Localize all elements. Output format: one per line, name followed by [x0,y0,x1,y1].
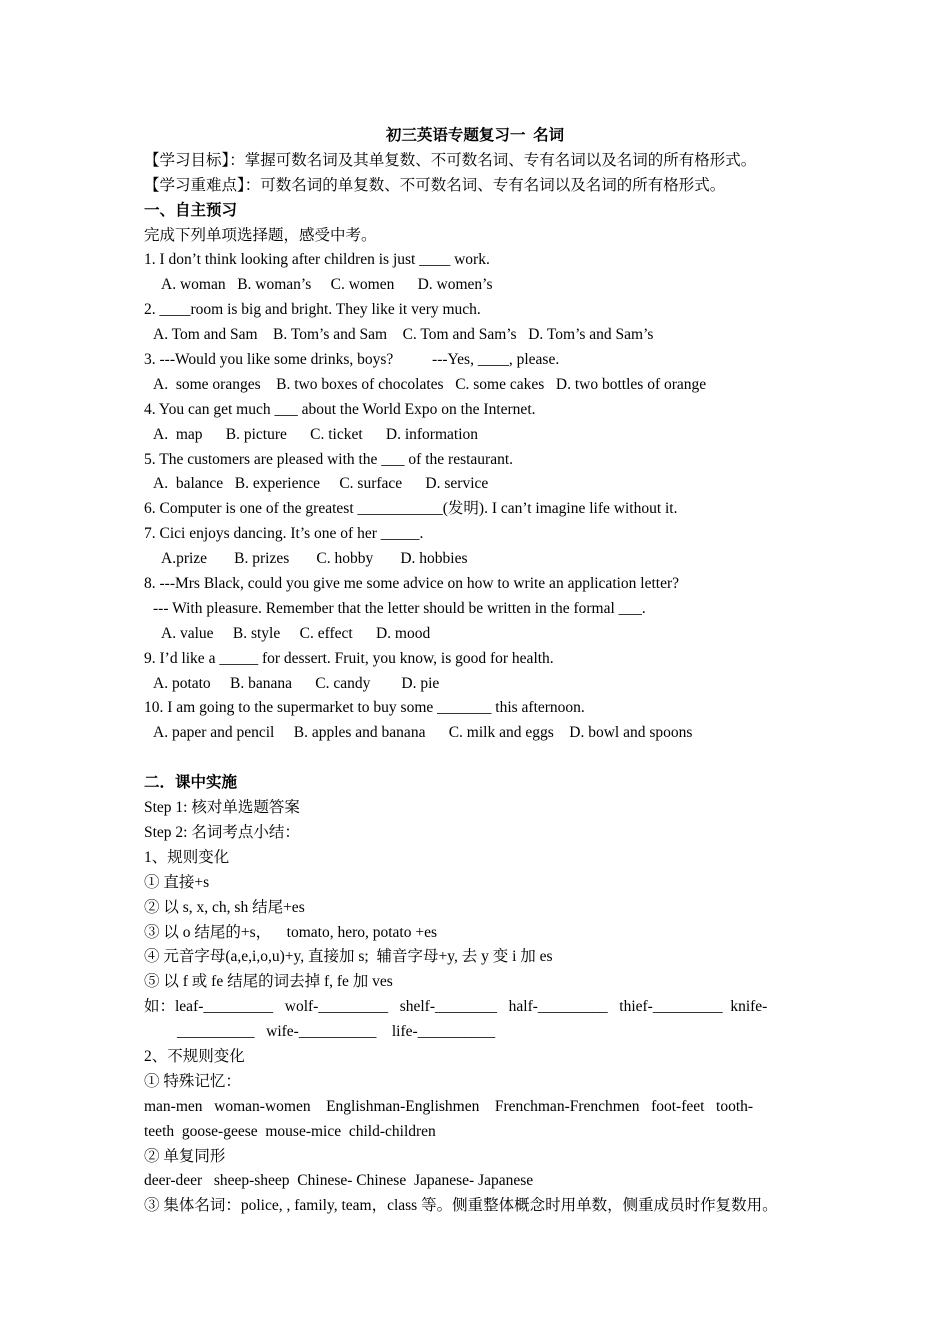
step-1: Step 1: 核对单选题答案 [144,799,300,817]
section1-instruction: 完成下列单项选择题，感受中考。 [144,226,377,244]
special-memory-line-1: man-men woman-women Englishman-Englishmen Frenchman-Frenchmen foot-feet tooth- [144,1097,754,1115]
regular-rule-4: ④ 元音字母(a,e,i,o,u)+y, 直接加 s; 辅音字母+y, 去 y 变 i 加 es [144,948,553,966]
special-memory-heading: ① 特殊记忆： [144,1072,241,1090]
regular-rule-5: ⑤ 以 f 或 fe 结尾的词去掉 f, fe 加 ves [144,973,393,991]
regular-rule-1: ① 直接+s [144,873,210,891]
question-7: 7. Cici enjoys dancing. It’s one of her _____. [144,525,424,543]
collective-nouns: ③ 集体名词：police, , family, team，class 等。侧重整体概念时用单数，侧重成员时作复数用。 [144,1197,778,1215]
examples-line-2: __________ wife-__________ life-__________ [177,1023,496,1041]
special-memory-line-2: teeth goose-geese mouse-mice child-children [144,1122,436,1140]
question-2-options: A. Tom and Sam B. Tom’s and Sam C. Tom and Sam’s D. Tom’s and Sam’s [153,326,654,344]
question-3: 3. ---Would you like some drinks, boys? ---Yes, ____, please. [144,351,560,369]
section1-heading: 一、自主预习 [144,201,238,219]
question-6: 6. Computer is one of the greatest ___________(发明). I can’t imagine life without it. [144,500,678,518]
question-8-options: A. value B. style C. effect D. mood [161,624,431,642]
question-5-options: A. balance B. experience C. surface D. service [153,475,489,493]
key-points: 【学习重难点】：可数名词的单复数、不可数名词、专有名词以及名词的所有格形式。 [144,176,726,194]
question-8: 8. ---Mrs Black, could you give me some advice on how to write an application letter? [144,575,680,593]
question-9-options: A. potato B. banana C. candy D. pie [153,674,440,692]
question-9: 9. I’d like a _____ for dessert. Fruit, you know, is good for health. [144,649,554,667]
spacer [144,746,806,771]
question-8-reply: --- With pleasure. Remember that the letter should be written in the formal ___. [153,599,646,617]
regular-rule-3: ③ 以 o 结尾的+s， tomato, hero, potato +es [144,923,438,941]
question-5: 5. The customers are pleased with the ___ of the restaurant. [144,450,514,468]
same-form-examples: deer-deer sheep-sheep Chinese- Chinese Japanese- Japanese [144,1172,534,1190]
question-4-options: A. map B. picture C. ticket D. information [153,425,479,443]
question-10-options: A. paper and pencil B. apples and banana C. milk and eggs D. bowl and spoons [153,724,693,742]
regular-rule-2: ② 以 s, x, ch, sh 结尾+es [144,898,305,916]
question-1: 1. I don’t think looking after children is just ____ work. [144,251,490,269]
question-10: 10. I am going to the supermarket to buy some _______ this afternoon. [144,699,585,717]
question-4: 4. You can get much ___ about the World Expo on the Internet. [144,400,536,418]
regular-heading: 1、规则变化 [144,848,230,866]
same-form-heading: ② 单复同形 [144,1147,226,1165]
question-1-options: A. woman B. woman’s C. women D. women’s [161,276,493,294]
irregular-heading: 2、不规则变化 [144,1047,245,1065]
section2-heading: 二．课中实施 [144,774,238,792]
question-2: 2. ____room is big and bright. They like it very much. [144,301,481,319]
question-3-options: A. some oranges B. two boxes of chocolates C. some cakes D. two bottles of orange [153,375,707,393]
examples-line-1: 如：leaf-_________ wolf-_________ shelf-________ half-_________ thief-_________ knife- [144,998,768,1016]
learning-objectives: 【学习目标】：掌握可数名词及其单复数、不可数名词、专有名词以及名词的所有格形式。 [144,151,757,169]
step-2: Step 2: 名词考点小结： [144,823,300,841]
document-page [144,124,806,1219]
document-title: 初三英语专题复习一 名词 [385,127,565,144]
question-7-options: A.prize B. prizes C. hobby D. hobbies [161,550,468,568]
